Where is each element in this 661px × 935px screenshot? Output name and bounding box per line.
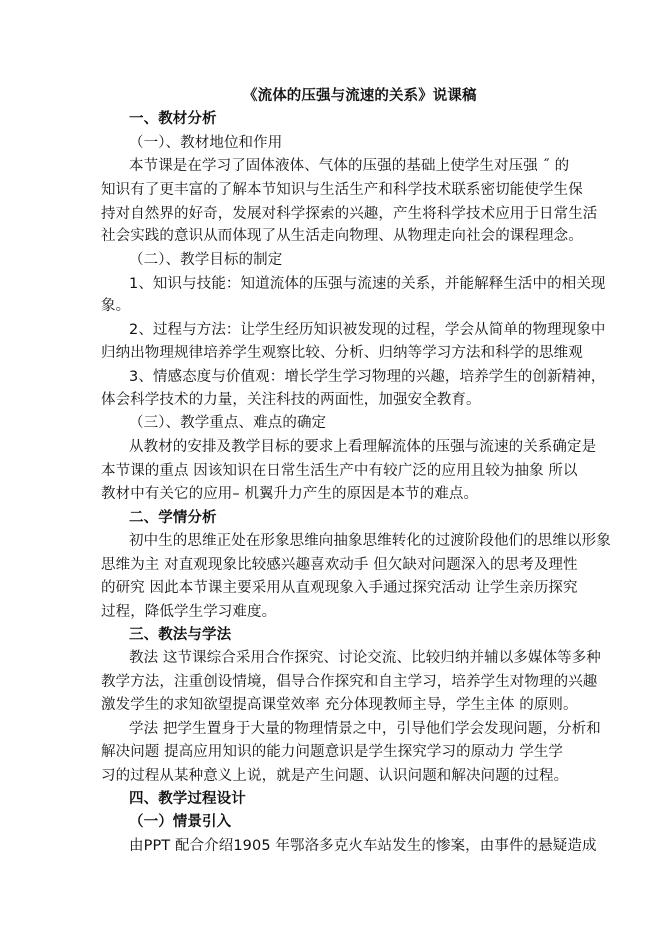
subsection-heading: （一）、教材地位和作用: [129, 135, 283, 151]
paragraph-line: 过程，降低学生学习难度。: [101, 604, 277, 620]
paragraph-line: 解决问题 提高应用知识的能力问题意识是学生探究学习的原动力 学生学: [101, 744, 564, 760]
section-heading: 二、学情分析: [129, 510, 217, 526]
paragraph-line: 教法 这节课综合采用合作探究、讨论交流、比较归纳并辅以多媒体等多种: [129, 650, 601, 666]
paragraph-line: 知识有了更丰富的了解本节知识与生活生产和科学技术联系密切能使学生保: [101, 182, 583, 198]
paragraph-line: 从教材的安排及教学目标的要求上看理解流体的压强与流速的关系确定是: [129, 439, 597, 455]
paragraph-line: 社会实践的意识从而体现了从生活走向物理、从物理走向社会的课程理念。: [101, 228, 583, 244]
paragraph-line: 习的过程从某种意义上说，就是产生问题、认识问题和解决问题的过程。: [101, 768, 569, 784]
subsection-heading: （二）、教学目标的制定: [129, 252, 283, 268]
subsection-heading: （一）情景引入: [129, 814, 232, 830]
paragraph-line: 由PPT 配合介绍1905 年鄂洛多克火车站发生的惨案，由事件的悬疑造成: [129, 838, 597, 854]
paragraph-line: 持对自然界的好奇，发展对科学探索的兴趣，产生将科学技术应用于日常生活: [101, 206, 598, 222]
paragraph-line: 的研究 因此本节课主要采用从直观现象入手通过探究活动 让学生亲历探究: [101, 580, 578, 596]
paragraph-line: 1、知识与技能：知道流体的压强与流速的关系，并能解释生活中的相关现: [129, 276, 606, 292]
paragraph-line: 激发学生的求知欲望提高课堂效率 充分体现教师主导，学生主体 的原则。: [101, 697, 578, 713]
paragraph-line: 教材中有关它的应用– 机翼升力产生的原因是本节的难点。: [101, 486, 479, 502]
paragraph-line: 象。: [101, 298, 131, 314]
section-heading: 一、教材分析: [129, 111, 217, 127]
section-heading: 四、教学过程设计: [129, 791, 246, 807]
subsection-heading: （三）、教学重点、难点的确定: [129, 415, 327, 431]
paragraph-line: 初中生的思维正处在形象思维向抽象思维转化的过渡阶段他们的思维以形象: [129, 533, 611, 549]
paragraph-line: 体会科学技术的力量，关注科技的两面性，加强安全教育。: [101, 392, 481, 408]
paragraph-line: 归纳出物理规律培养学生观察比较、分析、归纳等学习方法和科学的思维观: [101, 345, 583, 361]
paragraph-line: 2、过程与方法：让学生经历知识被发现的过程，学会从简单的物理现象中: [129, 322, 606, 338]
document-title: 《流体的压强与流速的关系》说课稿: [243, 88, 477, 104]
section-heading: 三、教法与学法: [129, 627, 232, 643]
paragraph-line: 本节课的重点 因该知识在日常生活生产中有较广泛的应用且较为抽象 所以: [101, 463, 578, 479]
paragraph-line: 教学方法，注重创设情境，倡导合作探究和自主学习，培养学生对物理的兴趣: [101, 674, 598, 690]
paragraph-line: 本节课是在学习了固体液体、气体的压强的基础上使学生对压强 ˝ 的: [129, 158, 570, 174]
paragraph-line: 3、情感态度与价值观：增长学生学习物理的兴趣，培养学生的创新精神，: [129, 369, 606, 385]
paragraph-line: 学法 把学生置身于大量的物理情景之中，引导他们学会发现问题，分析和: [129, 721, 601, 737]
paragraph-line: 思维为主 对直观现象比较感兴趣喜欢动手 但欠缺对问题深入的思考及理性: [101, 557, 578, 573]
